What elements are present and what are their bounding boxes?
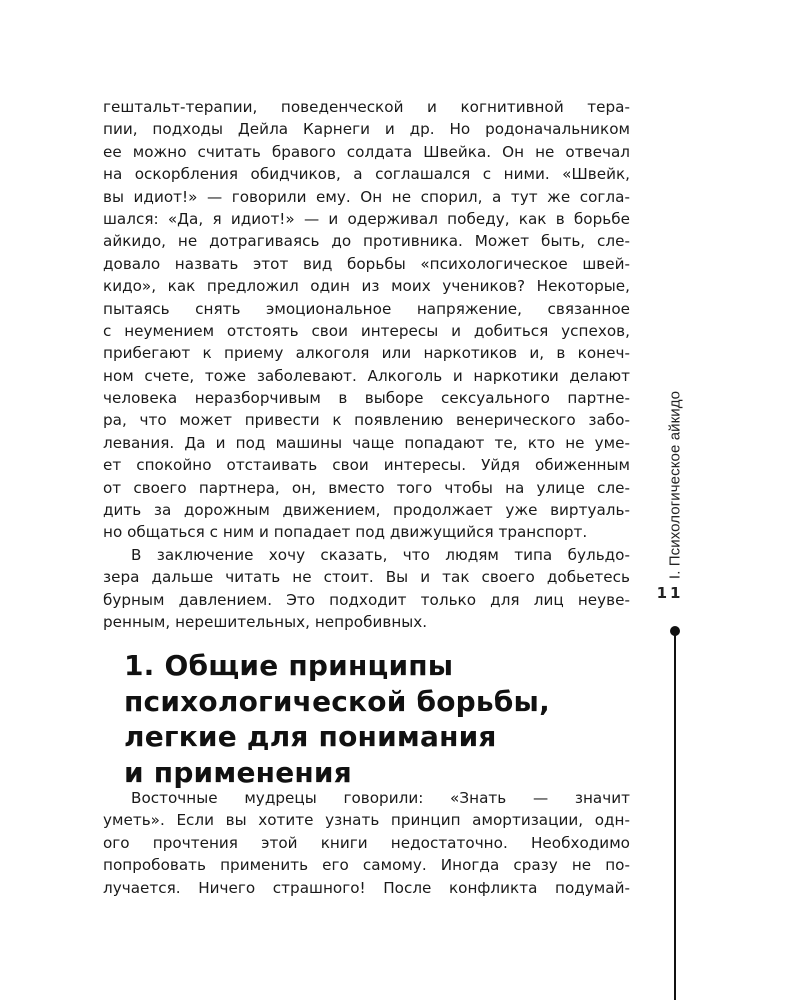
text-line: пии, подходы Дейла Карнеги и др. Но родоначальником [103,120,630,139]
text-line: от своего партнера, он, вместо того чтобы на улице сле- [103,478,630,497]
heading-line: 1. Общие принципы [124,649,454,682]
text-line: шался: «Да, я идиот!» — и одерживал победу, как в борьбе [103,209,630,228]
text-line: попробовать применить его самому. Иногда сразу не по- [103,856,630,875]
text-line: на оскорбления обидчиков, а соглашался с ними. «Швейк, [103,165,630,184]
text-line: зера дальше читать не стоит. Вы и так своего добьетесь [103,568,630,587]
heading-line: психологической борьбы, [124,684,550,718]
text-line: человека неразборчивым в выборе сексуального партне- [103,389,630,408]
text-line: ра, что может привести к появлению венерического забо- [103,411,630,430]
text-line: бурным давлением. Это подходит только для лиц неуве- [103,590,630,609]
text-line: ет спокойно отстаивать свои интересы. Уйдя обиженным [103,456,630,475]
text-line: уметь». Если вы хотите узнать принцип амортизации, одн- [103,811,630,830]
text-line: кидо», как предложил один из моих учеников? Некоторые, [103,277,630,296]
text-line: В заключение хочу сказать, что людям типа бульдо- [131,545,630,564]
page-number: 11 [656,584,684,602]
text-line: ого прочтения этой книги недостаточно. Необходимо [103,833,630,852]
heading-line: и применения [124,755,352,789]
running-head-text: I. Психологическое айкидо [666,390,684,580]
text-line: ном счете, тоже заболевают. Алкоголь и наркотики делают [103,366,630,385]
body-paragraphs-bottom [103,787,630,899]
text-line: ренным, нерешительных, непробивных. [103,612,428,631]
heading-line: легкие для понимания [124,720,497,753]
section-heading [124,648,624,790]
text-line: айкидо, не дотрагиваясь до противника. Может быть, сле- [103,232,630,251]
text-line: лучается. Ничего страшного! После конфликта подумай- [103,878,630,897]
body-paragraphs-top [103,96,630,633]
text-line: с неумением отстоять свои интересы и добиться успехов, [103,321,630,340]
margin-rule [674,632,676,1000]
text-line: гештальт-терапии, поведенческой и когнитивной тера- [103,98,630,116]
text-line: дить за дорожным движением, продолжает уже виртуаль- [103,501,630,520]
running-head [664,380,686,590]
text-line: довало назвать этот вид борьбы «психологическое швей- [103,254,630,273]
text-line: вы идиот!» — говорили ему. Он не спорил, а тут же согла- [103,187,630,206]
text-line: пытаясь снять эмоциональное напряжение, связанное [103,299,630,318]
text-line: Восточные мудрецы говорили: «Знать — значит [131,789,630,807]
text-line: левания. Да и под машины чаще попадают те, кто не уме- [103,433,630,452]
text-line: но общаться с ним и попадает под движущийся транспорт. [103,523,588,542]
text-line: ее можно считать бравого солдата Швейка. Он не отвечал [103,142,630,161]
text-line: прибегают к приему алкоголя или наркотиков и, в конеч- [103,344,630,363]
